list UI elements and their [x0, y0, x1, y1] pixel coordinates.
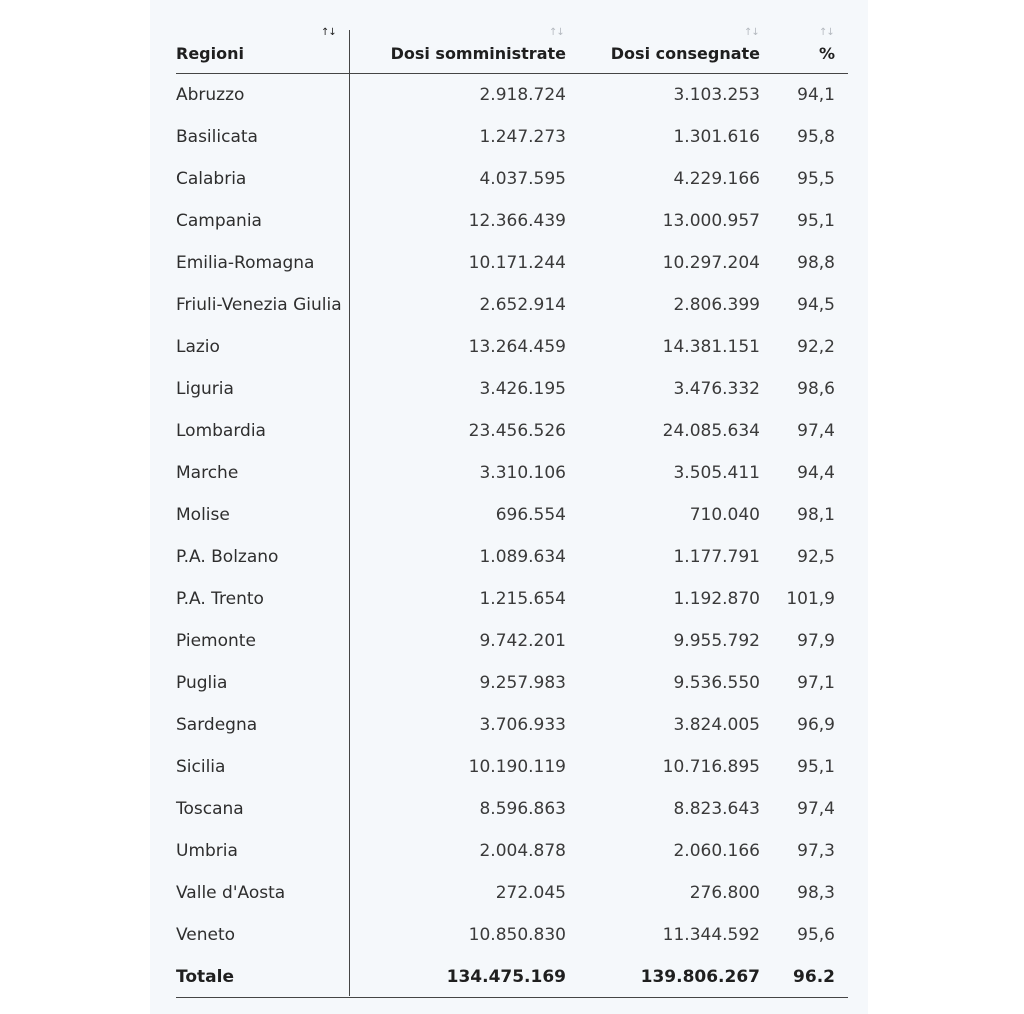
sort-region-icon[interactable]: ↑↓ [321, 27, 336, 38]
cell-delivered: 4.229.166 [673, 169, 760, 189]
cell-delivered: 10.297.204 [662, 253, 760, 273]
cell-delivered: 2.806.399 [673, 295, 760, 315]
cell-percent: 95,5 [797, 169, 835, 189]
cell-region: Basilicata [176, 127, 258, 147]
cell-delivered: 3.103.253 [673, 85, 760, 105]
cell-region: Sardegna [176, 715, 258, 735]
total-delivered: 139.806.267 [640, 966, 760, 987]
cell-region: Emilia-Romagna [176, 253, 315, 273]
table-row [176, 536, 848, 578]
table-row [176, 200, 848, 242]
cell-percent: 95,1 [797, 211, 835, 231]
cell-region: Puglia [176, 673, 228, 693]
cell-administered: 1.089.634 [479, 547, 566, 567]
table-row [176, 704, 848, 746]
table-row [176, 242, 848, 284]
cell-administered: 10.850.830 [468, 925, 566, 945]
cell-administered: 4.037.595 [479, 169, 566, 189]
cell-administered: 272.045 [495, 883, 566, 903]
total-percent: 96.2 [793, 966, 835, 987]
table-row [176, 494, 848, 536]
table-row [176, 746, 848, 788]
cell-region: Molise [176, 505, 230, 525]
cell-delivered: 2.060.166 [673, 841, 760, 861]
sort-delivered-icon[interactable]: ↑↓ [744, 27, 759, 38]
cell-administered: 10.190.119 [468, 757, 566, 777]
table-panel [150, 0, 868, 1014]
cell-region: Abruzzo [176, 85, 245, 105]
cell-percent: 97,4 [797, 421, 835, 441]
cell-region: Lombardia [176, 421, 266, 441]
header-administered[interactable]: Dosi somministrate [390, 44, 566, 63]
cell-delivered: 3.824.005 [673, 715, 760, 735]
vaccine-doses-table [176, 0, 848, 998]
cell-region: Umbria [176, 841, 238, 861]
cell-percent: 98,1 [797, 505, 835, 525]
cell-region: Calabria [176, 169, 247, 189]
cell-percent: 94,5 [797, 295, 835, 315]
header-region[interactable]: Regioni [176, 44, 244, 63]
cell-delivered: 24.085.634 [662, 421, 760, 441]
cell-delivered: 710.040 [689, 505, 760, 525]
cell-administered: 2.004.878 [479, 841, 566, 861]
cell-region: Liguria [176, 379, 234, 399]
table-row [176, 116, 848, 158]
cell-administered: 2.652.914 [479, 295, 566, 315]
cell-administered: 8.596.863 [479, 799, 566, 819]
cell-region: Toscana [176, 799, 244, 819]
cell-delivered: 9.536.550 [673, 673, 760, 693]
cell-delivered: 13.000.957 [662, 211, 760, 231]
cell-percent: 97,1 [797, 673, 835, 693]
cell-percent: 97,9 [797, 631, 835, 651]
table-row [176, 452, 848, 494]
cell-administered: 3.706.933 [479, 715, 566, 735]
cell-delivered: 3.505.411 [673, 463, 760, 483]
cell-percent: 96,9 [797, 715, 835, 735]
cell-percent: 92,2 [797, 337, 835, 357]
column-divider [349, 30, 350, 996]
cell-region: P.A. Bolzano [176, 547, 279, 567]
cell-delivered: 8.823.643 [673, 799, 760, 819]
cell-delivered: 11.344.592 [662, 925, 760, 945]
table-row [176, 914, 848, 956]
cell-administered: 10.171.244 [468, 253, 566, 273]
cell-percent: 95,6 [797, 925, 835, 945]
header-percent[interactable]: % [818, 44, 835, 63]
cell-administered: 23.456.526 [468, 421, 566, 441]
total-row [176, 956, 848, 998]
cell-percent: 94,4 [797, 463, 835, 483]
cell-percent: 98,8 [797, 253, 835, 273]
table-row [176, 158, 848, 200]
table-row [176, 788, 848, 830]
cell-delivered: 14.381.151 [662, 337, 760, 357]
sort-percent-icon[interactable]: ↑↓ [819, 27, 834, 38]
cell-administered: 3.310.106 [479, 463, 566, 483]
cell-percent: 95,8 [797, 127, 835, 147]
table-row [176, 872, 848, 914]
cell-region: Veneto [176, 925, 236, 945]
cell-region: Marche [176, 463, 239, 483]
cell-delivered: 10.716.895 [662, 757, 760, 777]
table-row [176, 368, 848, 410]
header-delivered[interactable]: Dosi consegnate [610, 44, 760, 63]
cell-percent: 98,6 [797, 379, 835, 399]
total-label: Totale [176, 966, 234, 987]
cell-delivered: 1.301.616 [673, 127, 760, 147]
cell-percent: 95,1 [797, 757, 835, 777]
cell-percent: 101,9 [786, 589, 835, 609]
cell-administered: 696.554 [495, 505, 566, 525]
table-body [176, 74, 848, 956]
table-row [176, 620, 848, 662]
cell-delivered: 1.177.791 [673, 547, 760, 567]
cell-percent: 98,3 [797, 883, 835, 903]
cell-delivered: 3.476.332 [673, 379, 760, 399]
total-administered: 134.475.169 [446, 966, 566, 987]
sort-administered-icon[interactable]: ↑↓ [549, 27, 564, 38]
table-row [176, 578, 848, 620]
cell-delivered: 9.955.792 [673, 631, 760, 651]
cell-administered: 1.247.273 [479, 127, 566, 147]
cell-administered: 2.918.724 [479, 85, 566, 105]
cell-administered: 13.264.459 [468, 337, 566, 357]
cell-delivered: 276.800 [689, 883, 760, 903]
cell-region: Friuli-Venezia Giulia [176, 295, 342, 315]
table-row [176, 284, 848, 326]
cell-administered: 3.426.195 [479, 379, 566, 399]
cell-region: Valle d'Aosta [176, 883, 286, 903]
cell-region: Lazio [176, 337, 220, 357]
table-row [176, 74, 848, 116]
cell-percent: 94,1 [797, 85, 835, 105]
cell-percent: 92,5 [797, 547, 835, 567]
cell-region: Campania [176, 211, 262, 231]
cell-delivered: 1.192.870 [673, 589, 760, 609]
table-row [176, 662, 848, 704]
table-row [176, 830, 848, 872]
cell-administered: 9.742.201 [479, 631, 566, 651]
cell-region: Piemonte [176, 631, 256, 651]
cell-region: Sicilia [176, 757, 226, 777]
cell-administered: 9.257.983 [479, 673, 566, 693]
table-row [176, 410, 848, 452]
table-row [176, 326, 848, 368]
cell-region: P.A. Trento [176, 589, 264, 609]
cell-administered: 1.215.654 [479, 589, 566, 609]
cell-percent: 97,4 [797, 799, 835, 819]
cell-administered: 12.366.439 [468, 211, 566, 231]
cell-percent: 97,3 [797, 841, 835, 861]
table-header-row [176, 0, 848, 74]
